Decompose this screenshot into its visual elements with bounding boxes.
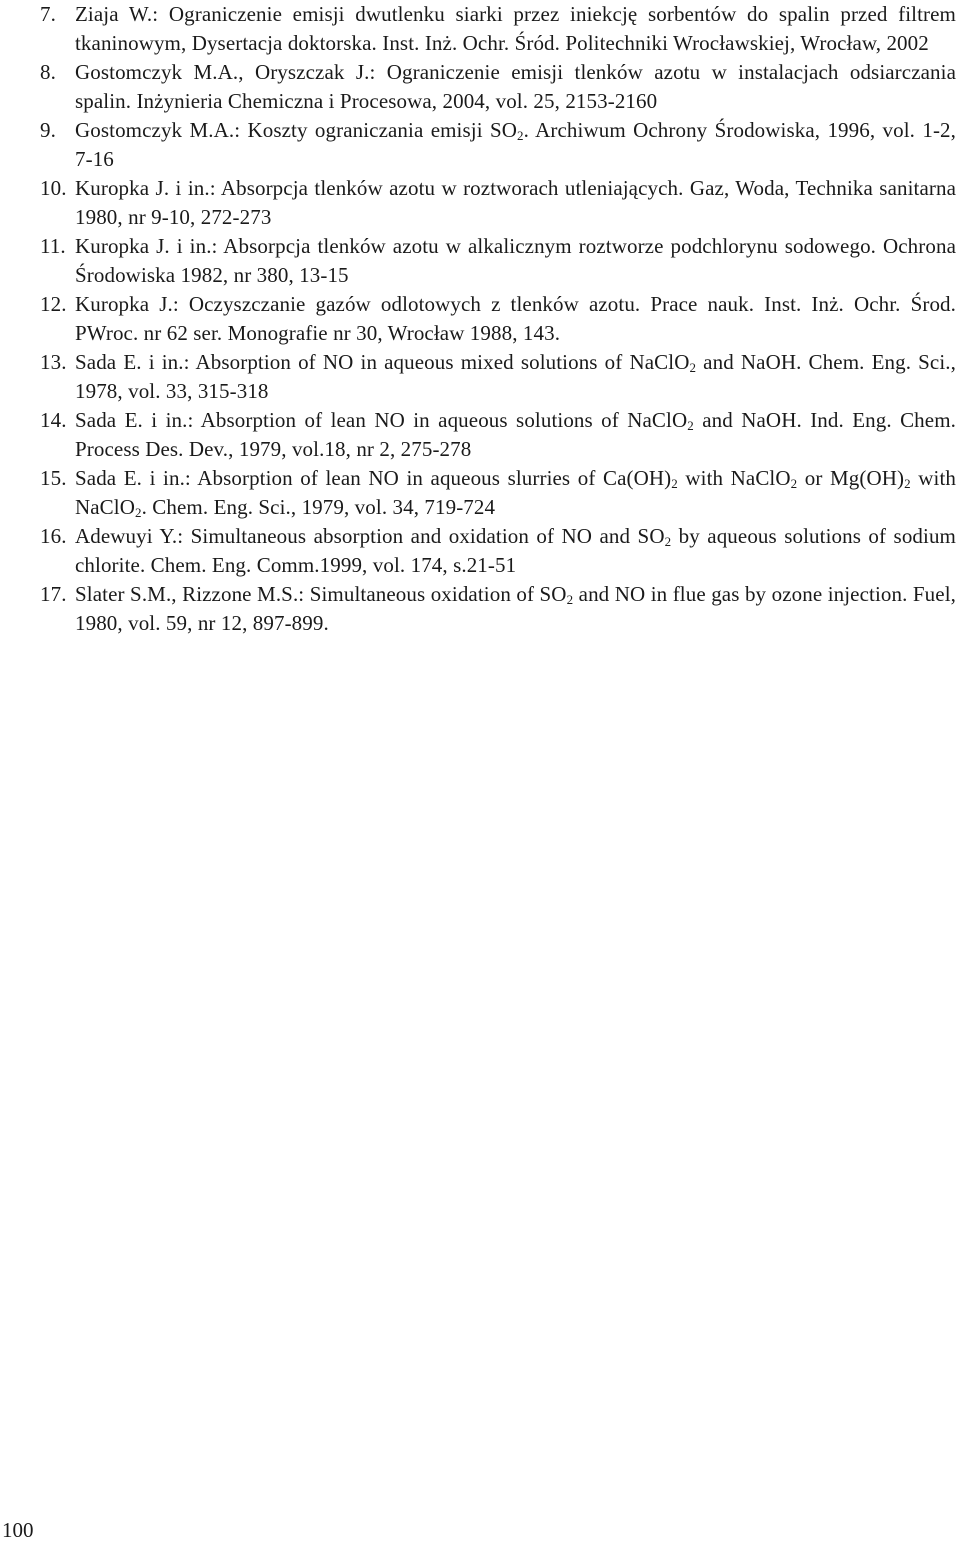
- reference-number: 8.: [40, 60, 56, 84]
- reference-text: [75, 0, 956, 58]
- reference-text: [75, 348, 956, 406]
- reference-item: [40, 58, 956, 116]
- reference-text: [75, 580, 956, 638]
- reference-item: [40, 464, 956, 522]
- reference-text-run: and NO in flue gas by ozone injection. Fuel, 1980, vol. 59, nr 12, 897-899.: [75, 582, 956, 635]
- reference-item: [40, 290, 956, 348]
- reference-text: [75, 116, 956, 174]
- reference-text: [75, 174, 956, 232]
- reference-item: [40, 116, 956, 174]
- reference-text-run: Kuropka J.: Oczyszczanie gazów odlotowych z tlenków azotu. Prace nauk. Inst. Inż. Ochr. Środ. PWroc. nr 62 ser. Monografie nr 30, Wrocław 1988, 143.: [75, 292, 956, 345]
- reference-text-run: or Mg(OH): [797, 466, 905, 490]
- reference-text: [75, 58, 956, 116]
- reference-number: 7.: [40, 2, 56, 26]
- reference-list: [40, 0, 956, 638]
- reference-number: 9.: [40, 118, 56, 142]
- subscript: 2: [664, 534, 672, 549]
- reference-number: 13.: [40, 350, 67, 374]
- reference-number: 15.: [40, 466, 67, 490]
- reference-text-run: with NaClO: [677, 466, 791, 490]
- subscript: 2: [687, 418, 694, 433]
- reference-number: 12.: [40, 292, 67, 316]
- reference-number: 11.: [40, 234, 66, 258]
- reference-text-run: . Chem. Eng. Sci., 1979, vol. 34, 719-724: [141, 495, 496, 519]
- reference-text-run: Adewuyi Y.: Simultaneous absorption and oxidation of NO and SO: [75, 524, 665, 548]
- reference-text-run: Gostomczyk M.A.: Koszty ograniczania emisji SO: [75, 118, 518, 142]
- reference-text: [75, 522, 956, 580]
- reference-text-run: Sada E. i in.: Absorption of NO in aqueous mixed solutions of NaClO: [75, 350, 690, 374]
- reference-text: [75, 406, 956, 464]
- subscript: 2: [135, 505, 142, 520]
- reference-text-run: Gostomczyk M.A., Oryszczak J.: Ograniczenie emisji tlenków azotu w instalacjach odsiarczania spalin. Inżynieria Chemiczna i Procesowa, 2004, vol. 25, 2153-2160: [75, 60, 956, 113]
- reference-text: [75, 464, 956, 522]
- reference-number: 14.: [40, 408, 67, 432]
- subscript: 2: [517, 128, 524, 143]
- reference-item: [40, 406, 956, 464]
- reference-item: [40, 0, 956, 58]
- reference-item: [40, 522, 956, 580]
- reference-item: [40, 580, 956, 638]
- reference-item: [40, 174, 956, 232]
- reference-text: [75, 232, 956, 290]
- reference-text-run: Slater S.M., Rizzone M.S.: Simultaneous oxidation of SO: [75, 582, 567, 606]
- reference-text-run: Sada E. i in.: Absorption of lean NO in aqueous solutions of NaClO: [75, 408, 688, 432]
- reference-text-run: by aqueous solutions of sodium chlorite. Chem. Eng. Comm.1999, vol. 174, s.21-51: [75, 524, 956, 577]
- subscript: 2: [790, 476, 798, 491]
- reference-item: [40, 232, 956, 290]
- reference-number: 17.: [40, 582, 67, 606]
- reference-text-run: Kuropka J. i in.: Absorpcja tlenków azotu w alkalicznym roztworze podchlorynu sodowego. Ochrona Środowiska 1982, nr 380, 13-15: [75, 234, 956, 287]
- reference-item: [40, 348, 956, 406]
- reference-text-run: Ziaja W.: Ograniczenie emisji dwutlenku siarki przez iniekcję sorbentów do spalin przed filtrem tkaninowym, Dysertacja doktorska. Inst. Inż. Ochr. Śród. Politechniki Wrocławskiej, Wrocław, 2002: [75, 2, 956, 55]
- reference-text-run: . Archiwum Ochrony Środowiska, 1996, vol. 1-2, 7-16: [75, 118, 956, 171]
- reference-number: 16.: [40, 524, 67, 548]
- reference-text-run: Kuropka J. i in.: Absorpcja tlenków azotu w roztworach utleniających. Gaz, Woda, Technika sanitarna 1980, nr 9-10, 272-273: [75, 176, 956, 229]
- page-number: 100: [2, 1518, 34, 1542]
- reference-number: 10.: [40, 176, 67, 200]
- reference-text-run: and NaOH. Ind. Eng. Chem. Process Des. Dev., 1979, vol.18, nr 2, 275-278: [75, 408, 956, 461]
- subscript: 2: [671, 476, 678, 491]
- reference-text: [75, 290, 956, 348]
- subscript: 2: [904, 476, 911, 491]
- reference-text-run: with NaClO: [75, 466, 956, 519]
- subscript: 2: [689, 360, 697, 375]
- reference-text-run: Sada E. i in.: Absorption of lean NO in aqueous slurries of Ca(OH): [75, 466, 672, 490]
- subscript: 2: [566, 592, 574, 607]
- reference-text-run: and NaOH. Chem. Eng. Sci., 1978, vol. 33, 315-318: [75, 350, 956, 403]
